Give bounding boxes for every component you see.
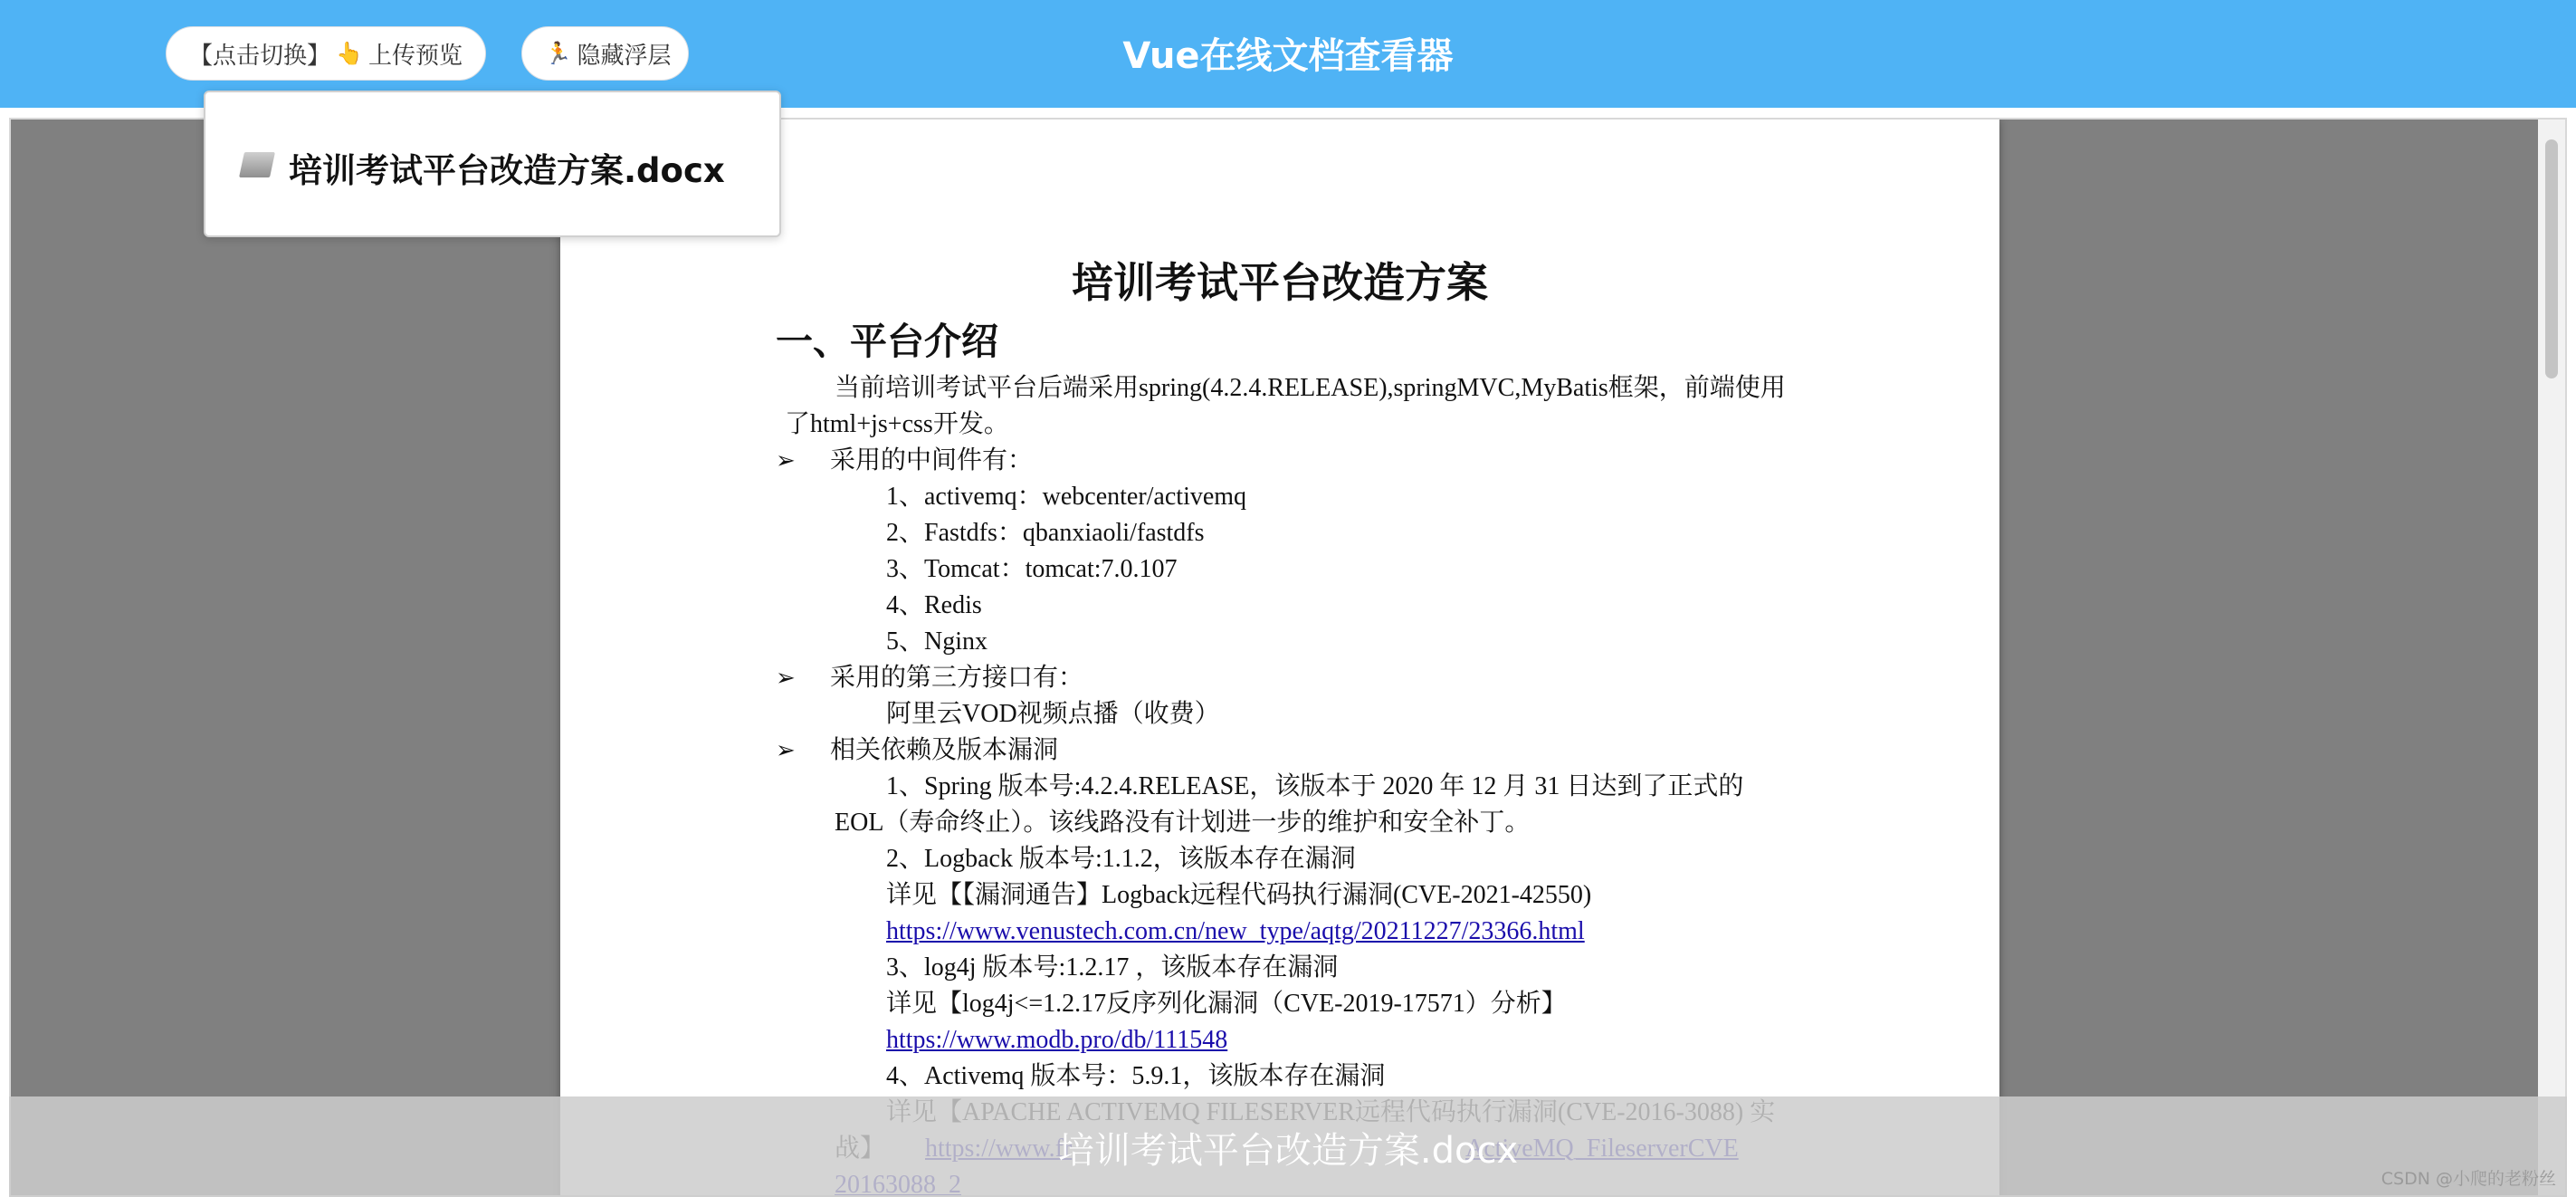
middleware-item: 3、Tomcat：tomcat:7.0.107 [886, 555, 1178, 583]
middleware-item: 5、Nginx [886, 627, 988, 656]
middleware-item: 2、Fastdfs：qbanxiaoli/fastdfs [886, 519, 1205, 547]
middleware-item: 1、activemq：webcenter/activemq [886, 483, 1247, 511]
link-row [886, 1022, 1227, 1058]
upload-preview-label: 上传预览 [367, 42, 463, 70]
bullet-arrow-icon: ➢ [776, 665, 796, 691]
bullet-arrow-icon: ➢ [776, 447, 796, 474]
overlay-file-name: 培训考试平台改造方案.docx [1057, 1130, 1519, 1172]
spring-vuln-line: 1、Spring 版本号:4.2.4.RELEASE，该版本于 2020 年 12 月 31 日达到了正式的 [886, 772, 1744, 800]
log4j-detail-line: 详见【log4j<=1.2.17反序列化漏洞（CVE-2019-17571）分析】 [886, 990, 1567, 1018]
document-viewer[interactable] [9, 118, 2567, 1197]
thirdparty-heading: 采用的第三方接口有： [830, 664, 1084, 692]
middleware-heading: 采用的中间件有： [830, 446, 1034, 474]
hide-overlay-label: 隐藏浮层 [577, 42, 672, 70]
spring-vuln-line: EOL（寿命终止）。该线路没有计划进一步的维护和安全补丁。 [835, 809, 1531, 837]
file-name-popup [204, 91, 781, 237]
section-heading: 一、平台介绍 [776, 320, 998, 363]
file-name-overlay [9, 1096, 2567, 1197]
intro-paragraph-line: 当前培训考试平台后端采用spring(4.2.4.RELEASE),springMVC,MyBatis框架，前端使用 [835, 374, 1786, 402]
document-title: 培训考试平台改造方案 [1072, 258, 1488, 307]
logback-detail-line: 详见【【漏洞通告】Logback远程代码执行漏洞(CVE-2021-42550) [886, 881, 1592, 909]
popup-file-name: 培训考试平台改造方案.docx [289, 151, 725, 190]
csdn-watermark: CSDN @小爬的老粉丝 [2380, 1169, 2556, 1189]
log4j-advisory-link[interactable]: https://www.modb.pro/db/111548 [886, 1026, 1228, 1054]
switch-prefix-label: 【点击切换】 [189, 42, 331, 70]
bullet-arrow-icon: ➢ [776, 737, 796, 763]
dependencies-heading: 相关依赖及版本漏洞 [830, 736, 1059, 764]
vertical-scrollbar[interactable] [2538, 120, 2565, 1195]
thirdparty-item: 阿里云VOD视频点播（收费） [886, 700, 1220, 728]
document-page [560, 120, 1999, 1197]
logback-vuln-line: 2、Logback 版本号:1.1.2，该版本存在漏洞 [886, 845, 1356, 873]
middleware-item: 4、Redis [886, 591, 982, 619]
document-icon [239, 152, 275, 177]
pointing-hand-icon: 👆 [336, 41, 363, 66]
intro-paragraph-line: 了html+js+css开发。 [785, 410, 1009, 438]
log4j-vuln-line: 3、log4j 版本号:1.2.17 ，该版本存在漏洞 [886, 953, 1339, 982]
scrollbar-thumb[interactable] [2545, 139, 2558, 378]
logback-advisory-link[interactable]: https://www.venustech.com.cn/new_type/aqtg/20211227/23366.html [886, 917, 1585, 945]
activemq-vuln-line: 4、Activemq 版本号：5.9.1，该版本存在漏洞 [886, 1062, 1386, 1090]
running-person-icon: 🏃 [544, 41, 572, 66]
link-row [886, 914, 1585, 950]
app-title: Vue在线文档查看器 [1122, 35, 1454, 77]
